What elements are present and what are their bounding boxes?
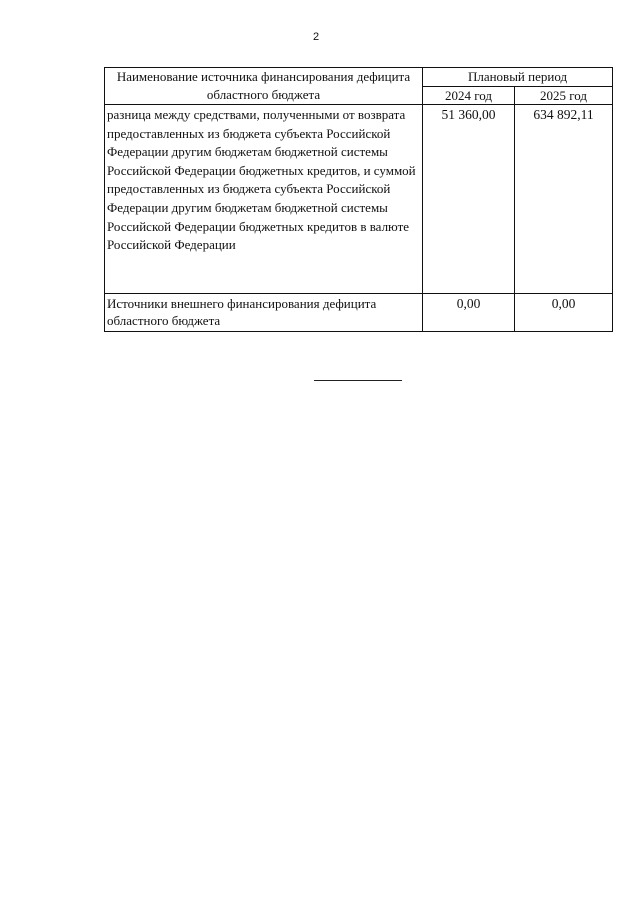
header-year-2025: 2025 год — [515, 87, 613, 105]
end-of-document-rule — [314, 380, 402, 381]
header-year-2024: 2024 год — [423, 87, 515, 105]
table-row-total — [105, 294, 613, 332]
row-total-name: Источники внешнего финансирования дефицита областного бюджета — [105, 294, 423, 332]
page-number: 2 — [312, 31, 320, 43]
header-source-name: Наименование источника финансирования дефицита областного бюджета — [105, 68, 423, 105]
row-value-2025: 634 892,11 — [515, 105, 613, 294]
row-value-2024: 51 360,00 — [423, 105, 515, 294]
row-total-value-2025: 0,00 — [515, 294, 613, 332]
financing-sources-table — [104, 67, 613, 332]
row-total-value-2024: 0,00 — [423, 294, 515, 332]
table-header-row — [105, 68, 613, 87]
header-planning-period: Плановый период — [423, 68, 613, 87]
table-row — [105, 105, 613, 294]
row-name: разница между средствами, полученными от возврата предоставленных из бюджета субъекта Российской Федерации другим бюджетам бюджетной системы Российской Федерации бюджетных кредитов, и суммой предоставленных из бюджета субъекта Российской Федерации другим бюджетам бюджетной системы Российской Федерации бюджетных кредитов в валюте Российской Федерации — [105, 105, 423, 294]
